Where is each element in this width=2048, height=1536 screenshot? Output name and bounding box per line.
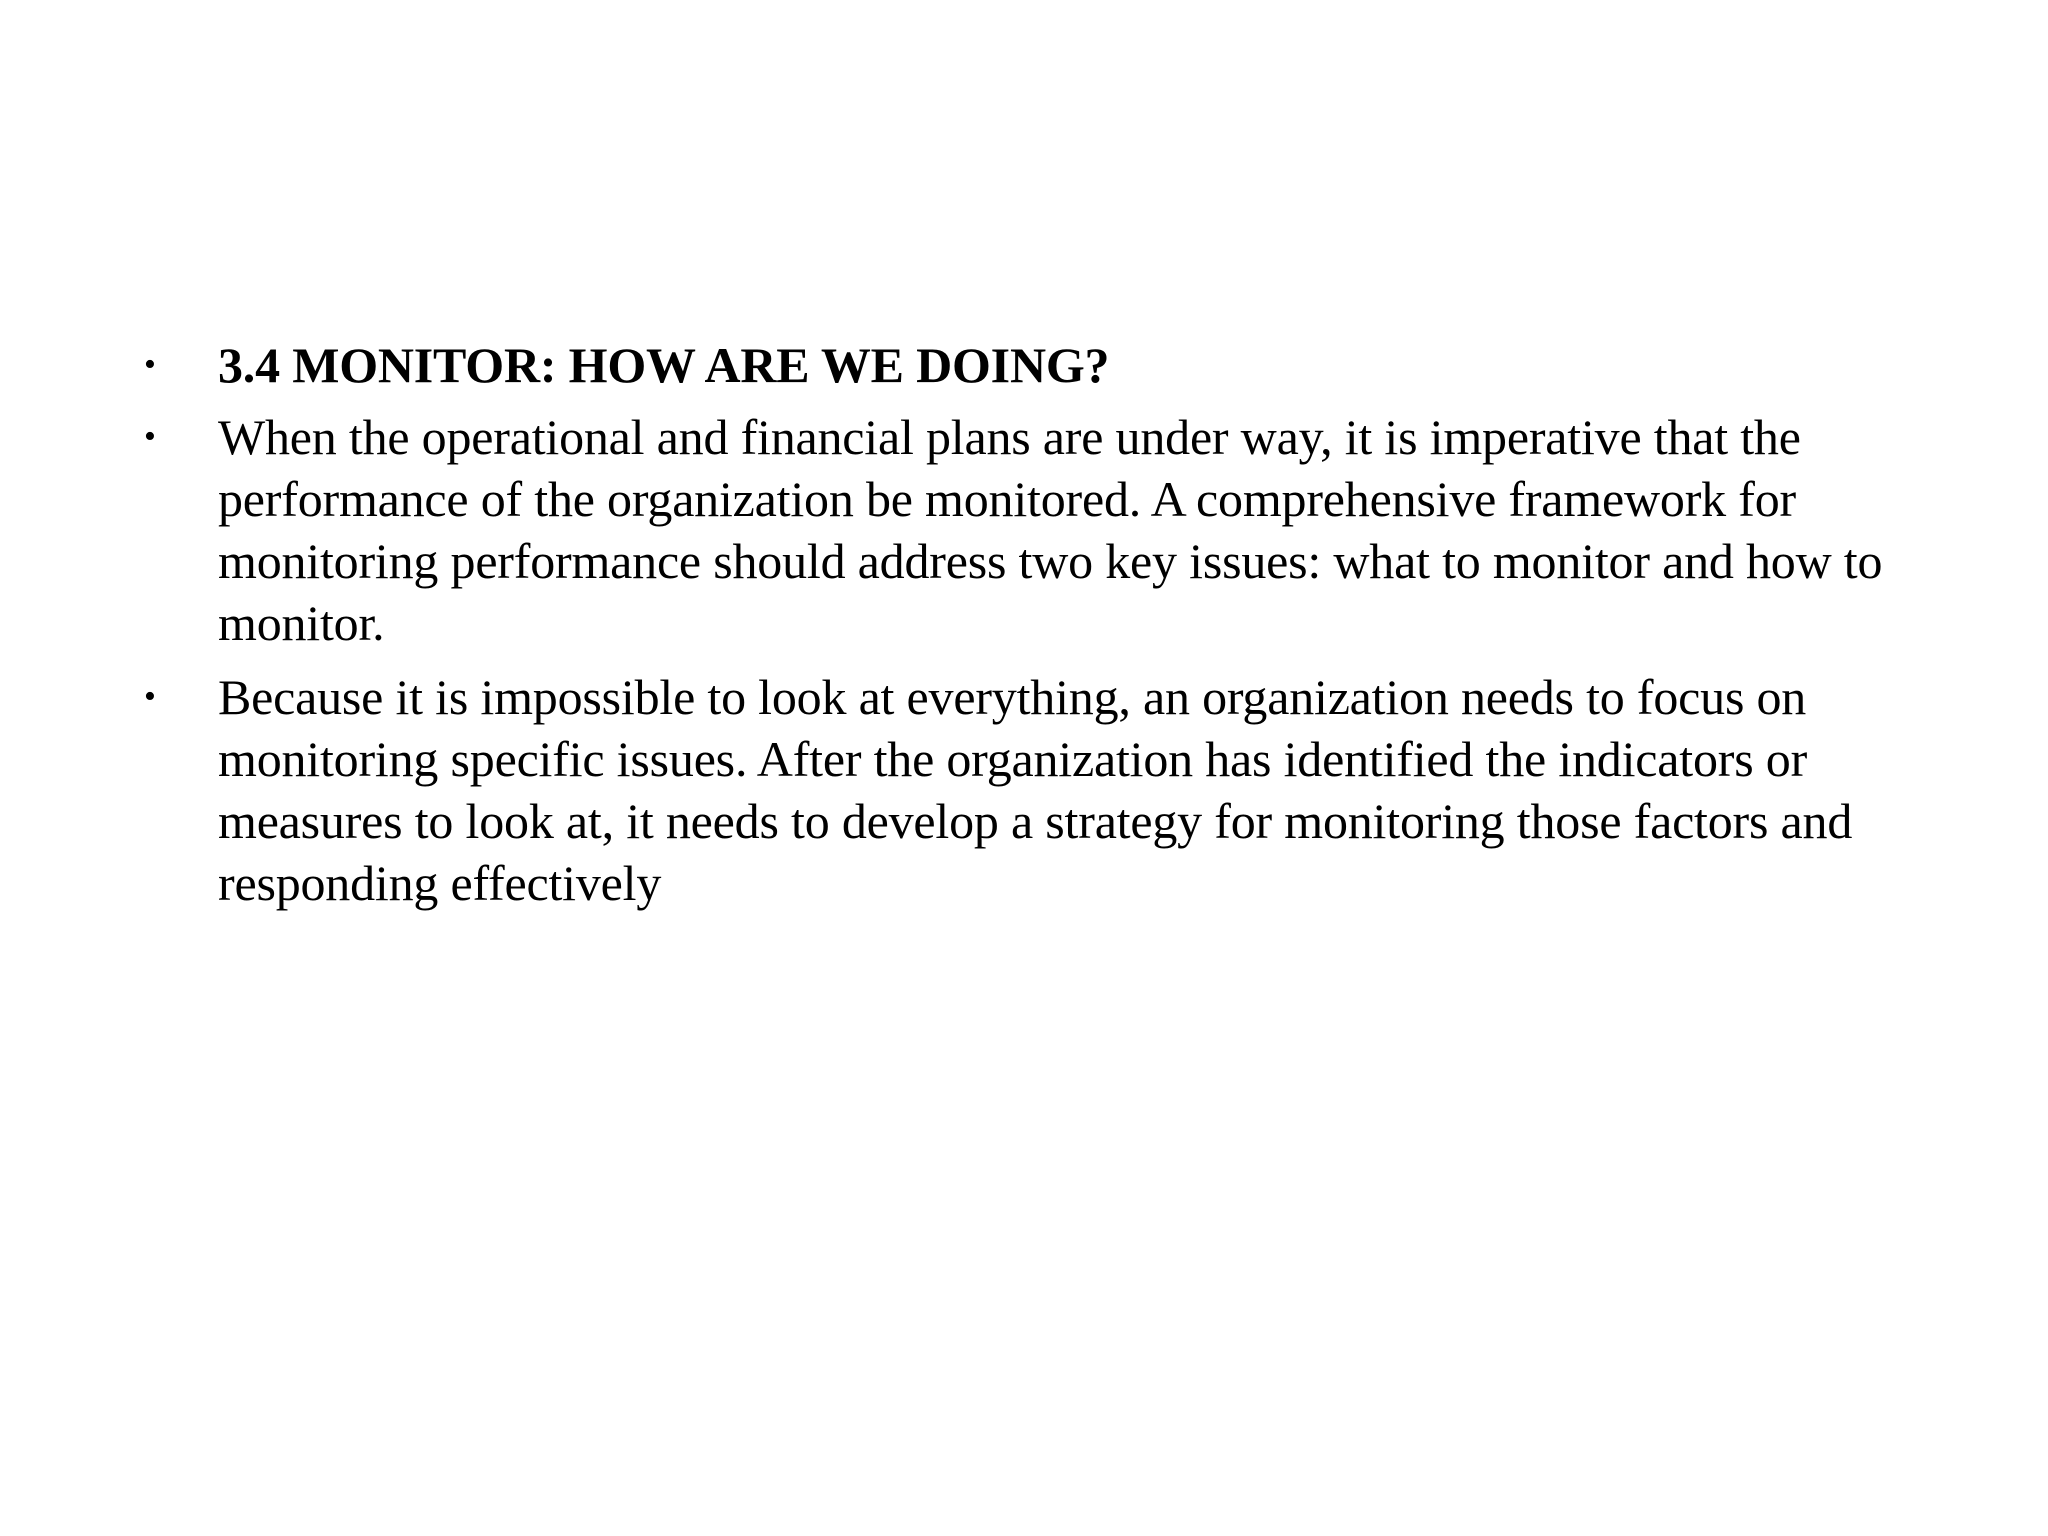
paragraph-monitoring-focus: Because it is impossible to look at everything, an organization needs to focus on monitoring specific issues. After the organization has identified the indicators or measures to look at, it needs to develop a strategy for monitoring those factors and responding effectively [218,669,1853,911]
paragraph-monitoring-framework: When the operational and financial plans are under way, it is imperative that the performance of the organization be monitored. A comprehensive framework for monitoring performance should address two key issues: what to monitor and how to monitor. [218,409,1883,651]
bullet-item-monitoring-framework [140,406,1970,654]
section-heading: 3.4 MONITOR: HOW ARE WE DOING? [218,337,1110,393]
bullet-item-heading [140,334,1970,396]
bullet-icon: • [144,678,156,715]
bullet-list [140,334,1970,926]
bullet-item-monitoring-focus [140,666,1970,914]
bullet-icon: • [144,346,156,383]
bullet-icon: • [144,418,156,455]
